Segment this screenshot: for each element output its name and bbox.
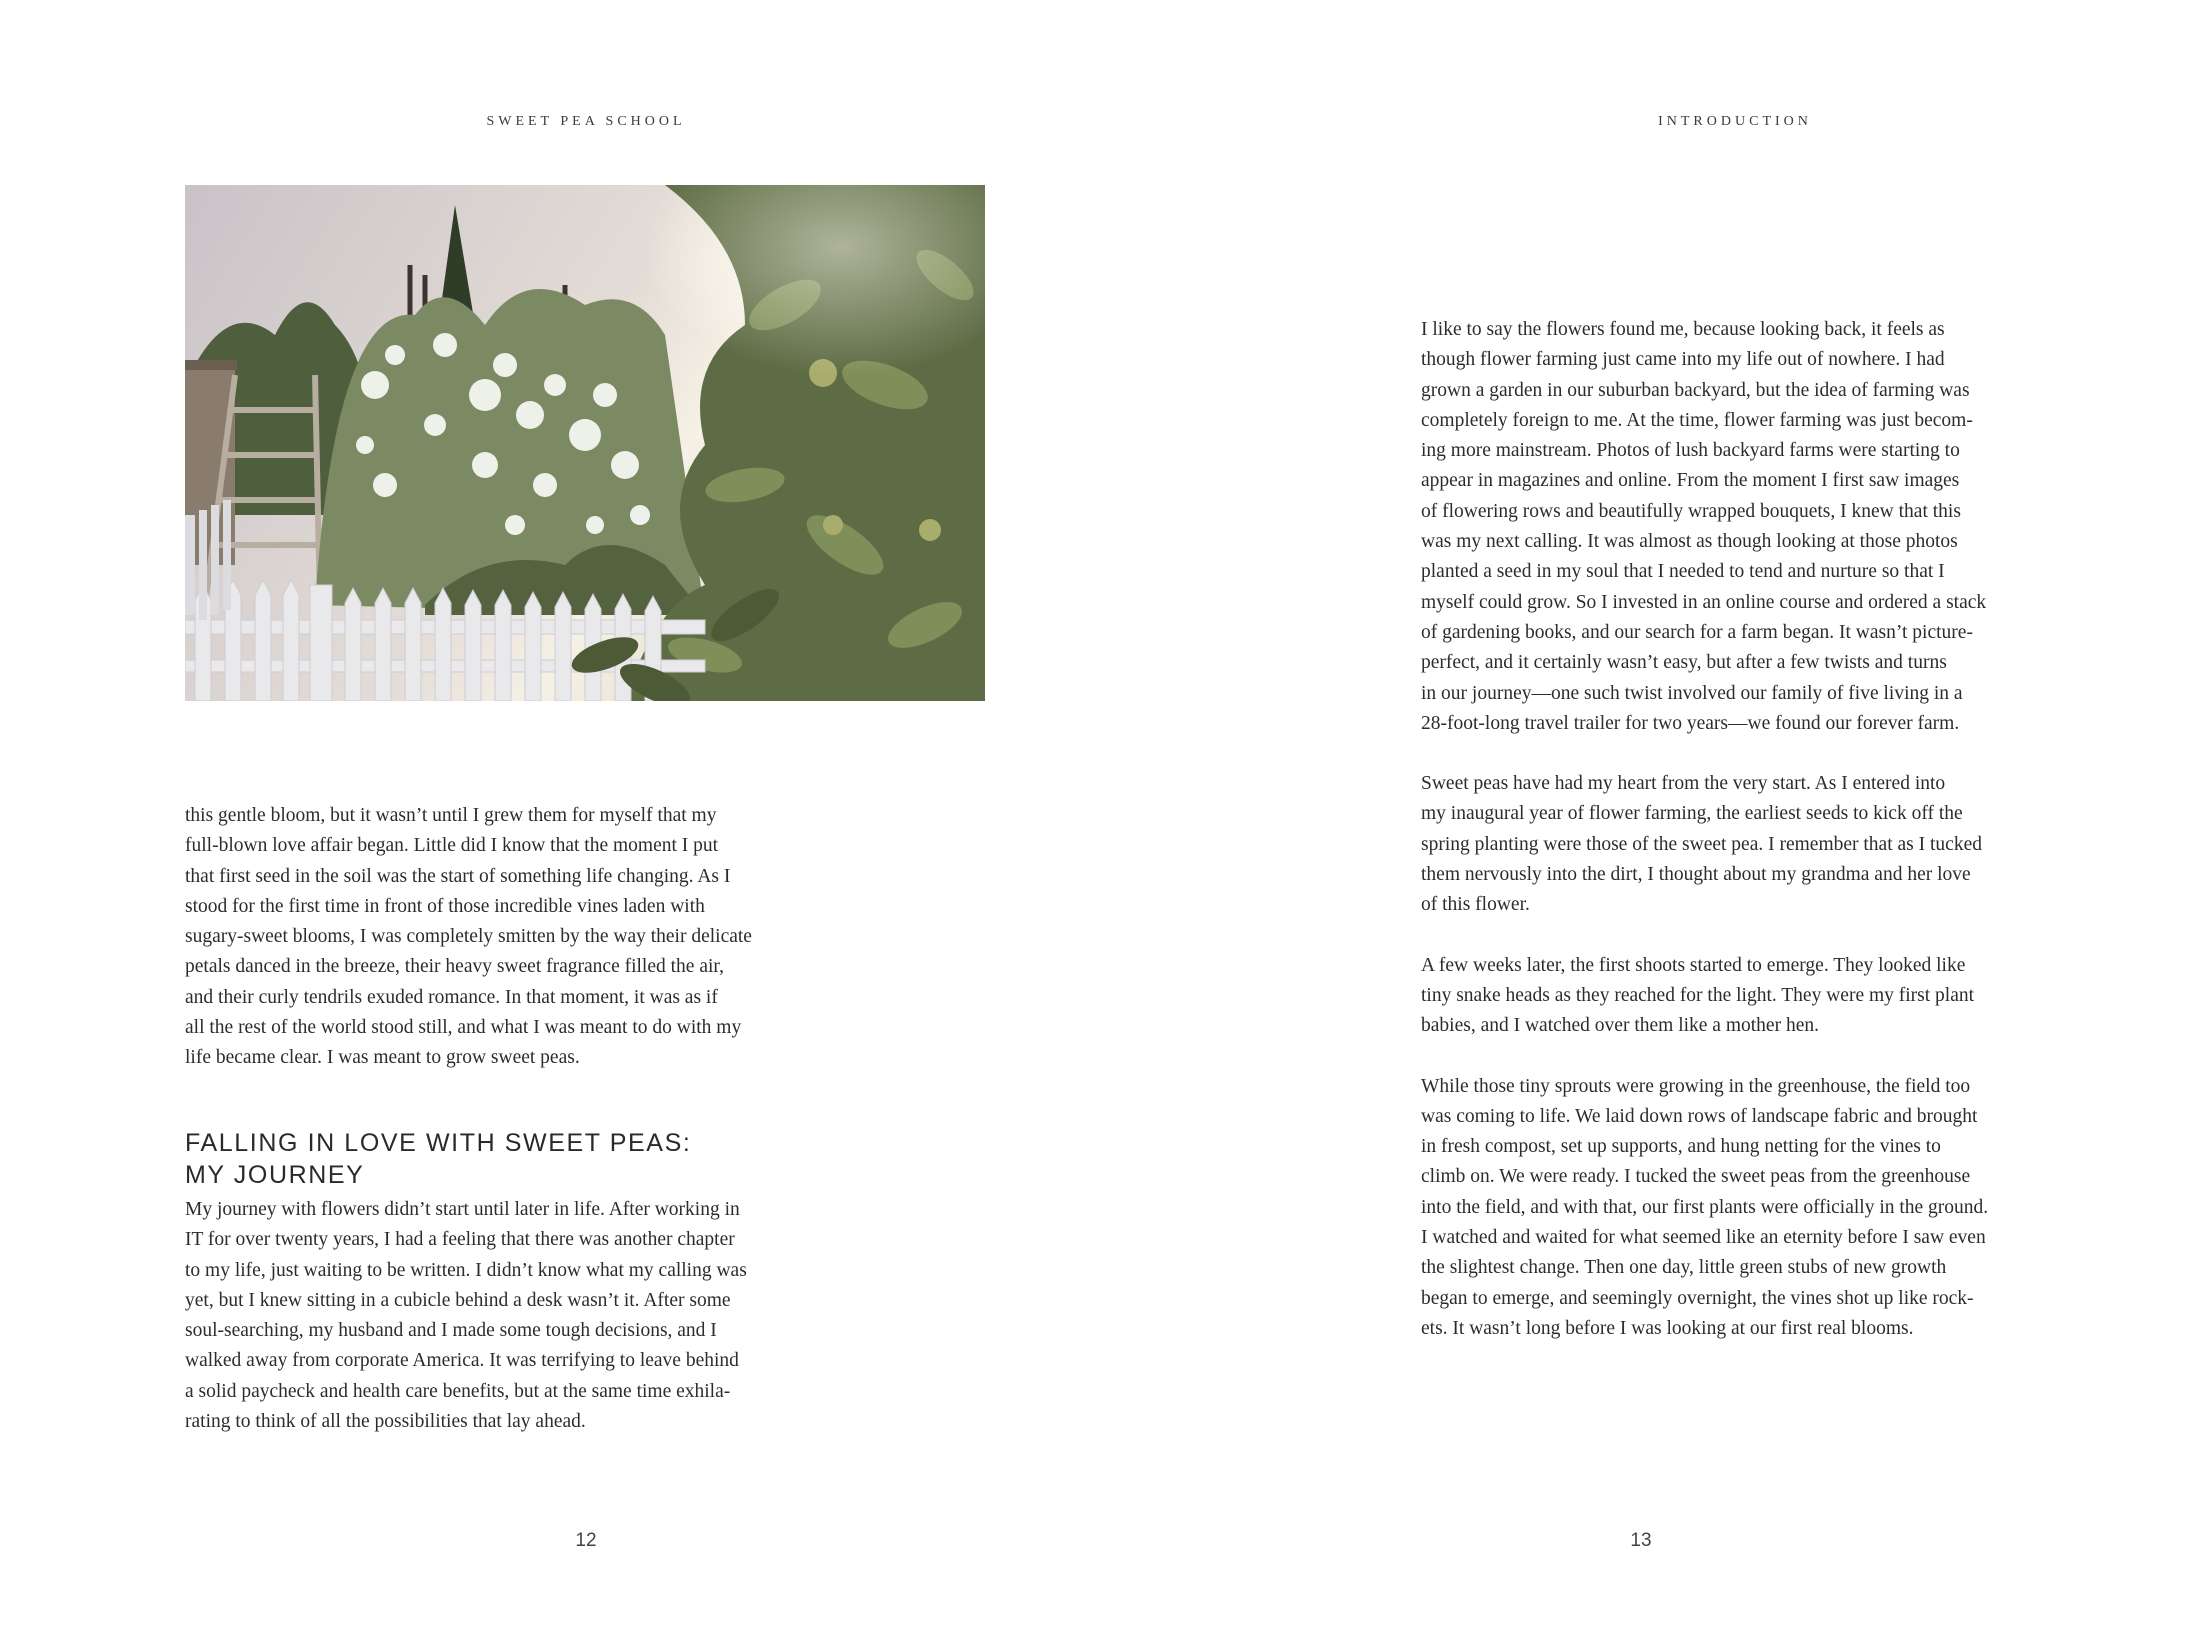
text-line: ing more mainstream. Photos of lush backyard farms were starting to <box>1421 440 1960 462</box>
text-line: and their curly tendrils exuded romance. In that moment, it was as if <box>185 986 718 1008</box>
text-line: walked away from corporate America. It was terrifying to leave behind <box>185 1350 739 1372</box>
text-line: IT for over twenty years, I had a feeling that there was another chapter <box>185 1229 735 1251</box>
page-number-right: 13 <box>1630 1530 1652 1551</box>
right-body <box>1421 315 1988 1344</box>
text-line: all the rest of the world stood still, and what I was meant to do with my <box>185 1017 742 1039</box>
text-line: soul-searching, my husband and I made some tough decisions, and I <box>185 1320 717 1342</box>
paragraph-gap <box>1421 1042 1988 1072</box>
text-line: climb on. We were ready. I tucked the sweet peas from the greenhouse <box>1421 1166 1971 1188</box>
text-line: of gardening books, and our search for a farm began. It wasn’t picture- <box>1421 621 1973 643</box>
right-paragraph-3 <box>1421 951 1988 1042</box>
text-line: full-blown love affair began. Little did I know that the moment I put <box>185 835 719 857</box>
text-line: I watched and waited for what seemed like an eternity before I saw even <box>1421 1227 1986 1249</box>
text-line: appear in magazines and online. From the moment I first saw images <box>1421 470 1960 492</box>
text-line: in our journey—one such twist involved our family of five living in a <box>1421 682 1963 704</box>
text-line: babies, and I watched over them like a mother hen. <box>1421 1015 1819 1037</box>
text-line: that first seed in the soil was the start of something life changing. As I <box>185 865 731 887</box>
text-line: Sweet peas have had my heart from the very start. As I entered into <box>1421 773 1946 795</box>
text-line: perfect, and it certainly wasn’t easy, but after a few twists and turns <box>1421 652 1947 674</box>
running-head-left: SWEET PEA SCHOOL <box>486 114 686 129</box>
section-heading <box>185 1127 691 1191</box>
left-body-paragraph-2 <box>185 1195 747 1437</box>
text-line: planted a seed in my soul that I needed to tend and nurture so that I <box>1421 561 1945 583</box>
left-body-paragraph-1 <box>185 801 752 1074</box>
garden-photo <box>185 185 985 701</box>
text-line: A few weeks later, the first shoots started to emerge. They looked like <box>1421 954 1966 976</box>
text-line: petals danced in the breeze, their heavy sweet fragrance filled the air, <box>185 956 724 978</box>
text-line: I like to say the flowers found me, because looking back, it feels as <box>1421 319 1945 340</box>
text-line: to my life, just waiting to be written. I didn’t know what my calling was <box>185 1259 747 1281</box>
text-line: rating to think of all the possibilities that lay ahead. <box>185 1411 586 1433</box>
paragraph-gap <box>1421 921 1988 951</box>
text-line: began to emerge, and seemingly overnight, the vines shot up like rock- <box>1421 1287 1974 1309</box>
text-line: of flowering rows and beautifully wrapped bouquets, I knew that this <box>1421 500 1961 522</box>
text-line: my inaugural year of flower farming, the earliest seeds to kick off the <box>1421 803 1963 825</box>
heading-line: FALLING IN LOVE WITH SWEET PEAS: <box>185 1129 692 1157</box>
text-line: grown a garden in our suburban backyard, but the idea of farming was <box>1421 379 1970 401</box>
text-line: myself could grow. So I invested in an online course and ordered a stack <box>1421 591 1987 613</box>
text-line: 28-foot-long travel trailer for two years—we found our forever farm. <box>1421 712 1960 734</box>
text-line: sugary-sweet blooms, I was completely smitten by the way their delicate <box>185 926 752 948</box>
text-line: of this flower. <box>1421 894 1530 916</box>
text-line: While those tiny sprouts were growing in the greenhouse, the field too <box>1421 1075 1971 1097</box>
text-line: a solid paycheck and health care benefits, but at the same time exhila- <box>185 1380 731 1402</box>
text-line: into the field, and with that, our first plants were officially in the ground. <box>1421 1196 1989 1218</box>
page-number-left: 12 <box>575 1530 597 1551</box>
text-line: was my next calling. It was almost as though looking at those photos <box>1421 531 1958 553</box>
text-line: stood for the first time in front of those incredible vines laden with <box>185 895 705 917</box>
right-paragraph-1 <box>1421 315 1988 739</box>
text-line: yet, but I knew sitting in a cubicle behind a desk wasn’t it. After some <box>185 1289 731 1311</box>
text-line: spring planting were those of the sweet pea. I remember that as I tucked <box>1421 833 1982 855</box>
heading-line: MY JOURNEY <box>185 1161 365 1189</box>
text-line: in fresh compost, set up supports, and hung netting for the vines to <box>1421 1136 1941 1158</box>
text-line: this gentle bloom, but it wasn’t until I grew them for myself that my <box>185 805 717 826</box>
text-line: life became clear. I was meant to grow sweet peas. <box>185 1047 580 1069</box>
text-line: though flower farming just came into my life out of nowhere. I had <box>1421 349 1945 371</box>
right-paragraph-4 <box>1421 1072 1988 1345</box>
text-line: tiny snake heads as they reached for the light. They were my first plant <box>1421 984 1975 1006</box>
text-line: ets. It wasn’t long before I was looking at our first real blooms. <box>1421 1317 1914 1339</box>
right-paragraph-2 <box>1421 769 1988 920</box>
text-line: was coming to life. We laid down rows of landscape fabric and brought <box>1421 1105 1978 1127</box>
text-line: completely foreign to me. At the time, flower farming was just becom- <box>1421 409 1973 431</box>
paragraph-gap <box>1421 739 1988 769</box>
text-line: the slightest change. Then one day, little green stubs of new growth <box>1421 1257 1947 1279</box>
text-line: My journey with flowers didn’t start until later in life. After working in <box>185 1199 740 1220</box>
text-line: them nervously into the dirt, I thought about my grandma and her love <box>1421 864 1971 886</box>
running-head-right: INTRODUCTION <box>1658 114 1812 129</box>
